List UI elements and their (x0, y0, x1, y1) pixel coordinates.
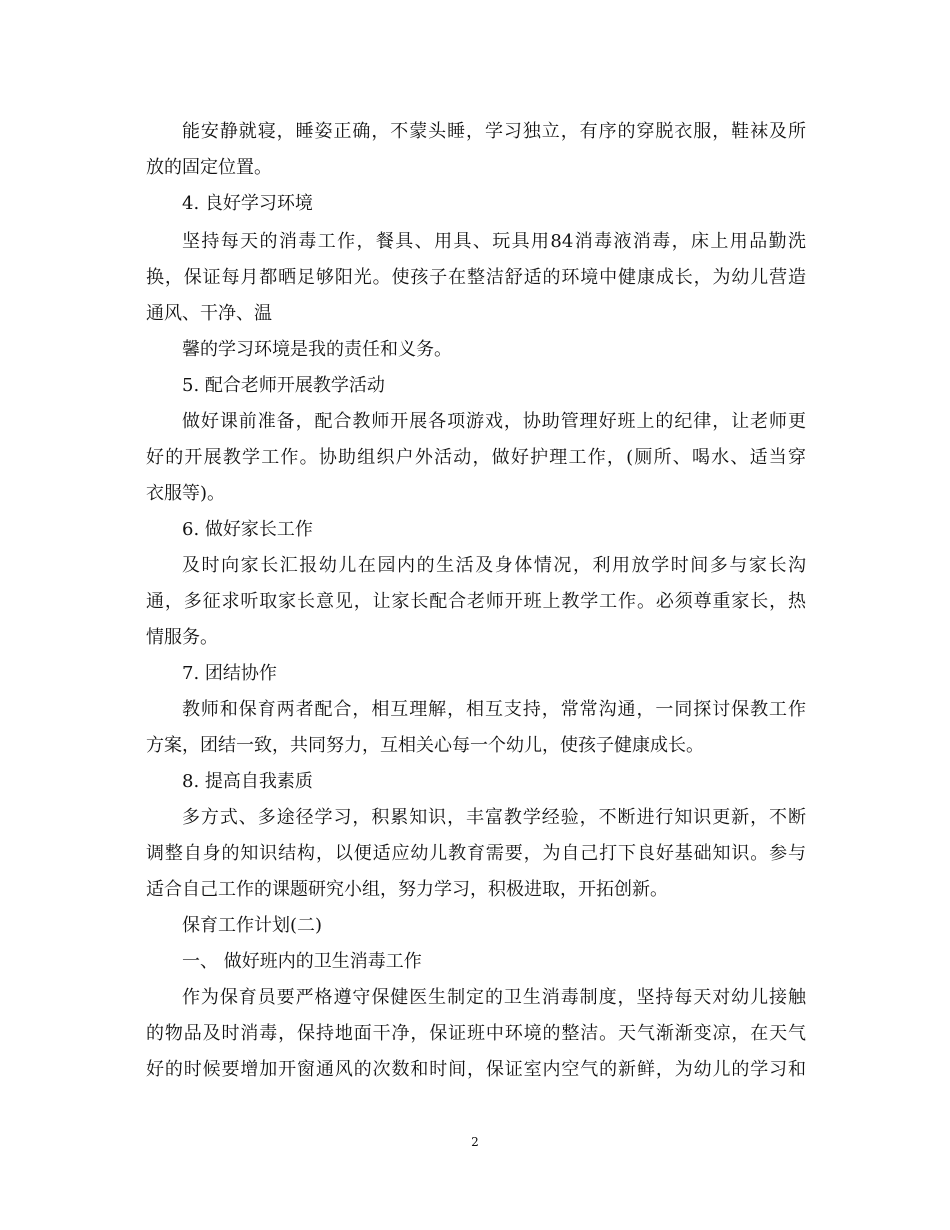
paragraph-line: 放的固定位置。 (146, 157, 272, 178)
paragraph-line: 作为保育员要严格遵守保健医生制定的卫生消毒制度，坚持每天对幼儿接触 (182, 987, 806, 1008)
page-number: 2 (471, 1135, 479, 1149)
paragraph-line: 衣服等)。 (146, 483, 226, 504)
paragraph-line: 情服务。 (146, 627, 218, 648)
paragraph-line: 多方式、多途径学习，积累知识，丰富教学经验，不断进行知识更新，不断 (182, 807, 806, 828)
paragraph-line: 好的时候要增加开窗通风的次数和时间，保证室内空气的新鲜，为幼儿的学习和 (146, 1059, 806, 1080)
paragraph-line: 通风、干净、温 (146, 303, 272, 324)
paragraph-line: 方案，团结一致，共同努力，互相关心每一个幼儿，使孩子健康成长。 (146, 735, 704, 756)
paragraph-line: 馨的学习环境是我的责任和义务。 (182, 339, 452, 360)
paragraph-line: 教师和保育两者配合，相互理解，相互支持，常常沟通，一同探讨保教工作 (182, 699, 806, 720)
paragraph-line: 通，多征求听取家长意见，让家长配合老师开班上教学工作。必须尊重家长，热 (146, 591, 806, 612)
paragraph-line: 调整自身的知识结构，以便适应幼儿教育需要，为自己打下良好基础知识。参与 (146, 843, 806, 864)
subtitle-heading: 保育工作计划(二) (182, 915, 323, 936)
section-heading-8: 8. 提高自我素质 (182, 771, 313, 792)
paragraph-line: 做好课前准备，配合教师开展各项游戏，协助管理好班上的纪律，让老师更 (182, 411, 806, 432)
section-heading-6: 6. 做好家长工作 (182, 519, 313, 540)
section-heading-1: 一、 做好班内的卫生消毒工作 (182, 951, 422, 972)
section-heading-5: 5. 配合老师开展教学活动 (182, 375, 385, 396)
section-heading-7: 7. 团结协作 (182, 663, 277, 684)
paragraph-line: 换，保证每月都晒足够阳光。使孩子在整洁舒适的环境中健康成长，为幼儿营造 (146, 267, 806, 288)
paragraph-line: 好的开展教学工作。协助组织户外活动，做好护理工作，(厕所、喝水、适当穿 (146, 447, 806, 468)
paragraph-line: 及时向家长汇报幼儿在园内的生活及身体情况，利用放学时间多与家长沟 (182, 555, 806, 576)
paragraph-line: 适合自己工作的课题研究小组，努力学习，积极进取，开拓创新。 (146, 879, 668, 900)
paragraph-line: 坚持每天的消毒工作，餐具、用具、玩具用84消毒液消毒，床上用品勤洗 (182, 231, 806, 252)
section-heading-4: 4. 良好学习环境 (182, 193, 313, 214)
paragraph-line: 的物品及时消毒，保持地面干净，保证班中环境的整洁。天气渐渐变凉，在天气 (146, 1023, 806, 1044)
paragraph-line: 能安静就寝，睡姿正确，不蒙头睡，学习独立，有序的穿脱衣服，鞋袜及所 (182, 121, 806, 142)
